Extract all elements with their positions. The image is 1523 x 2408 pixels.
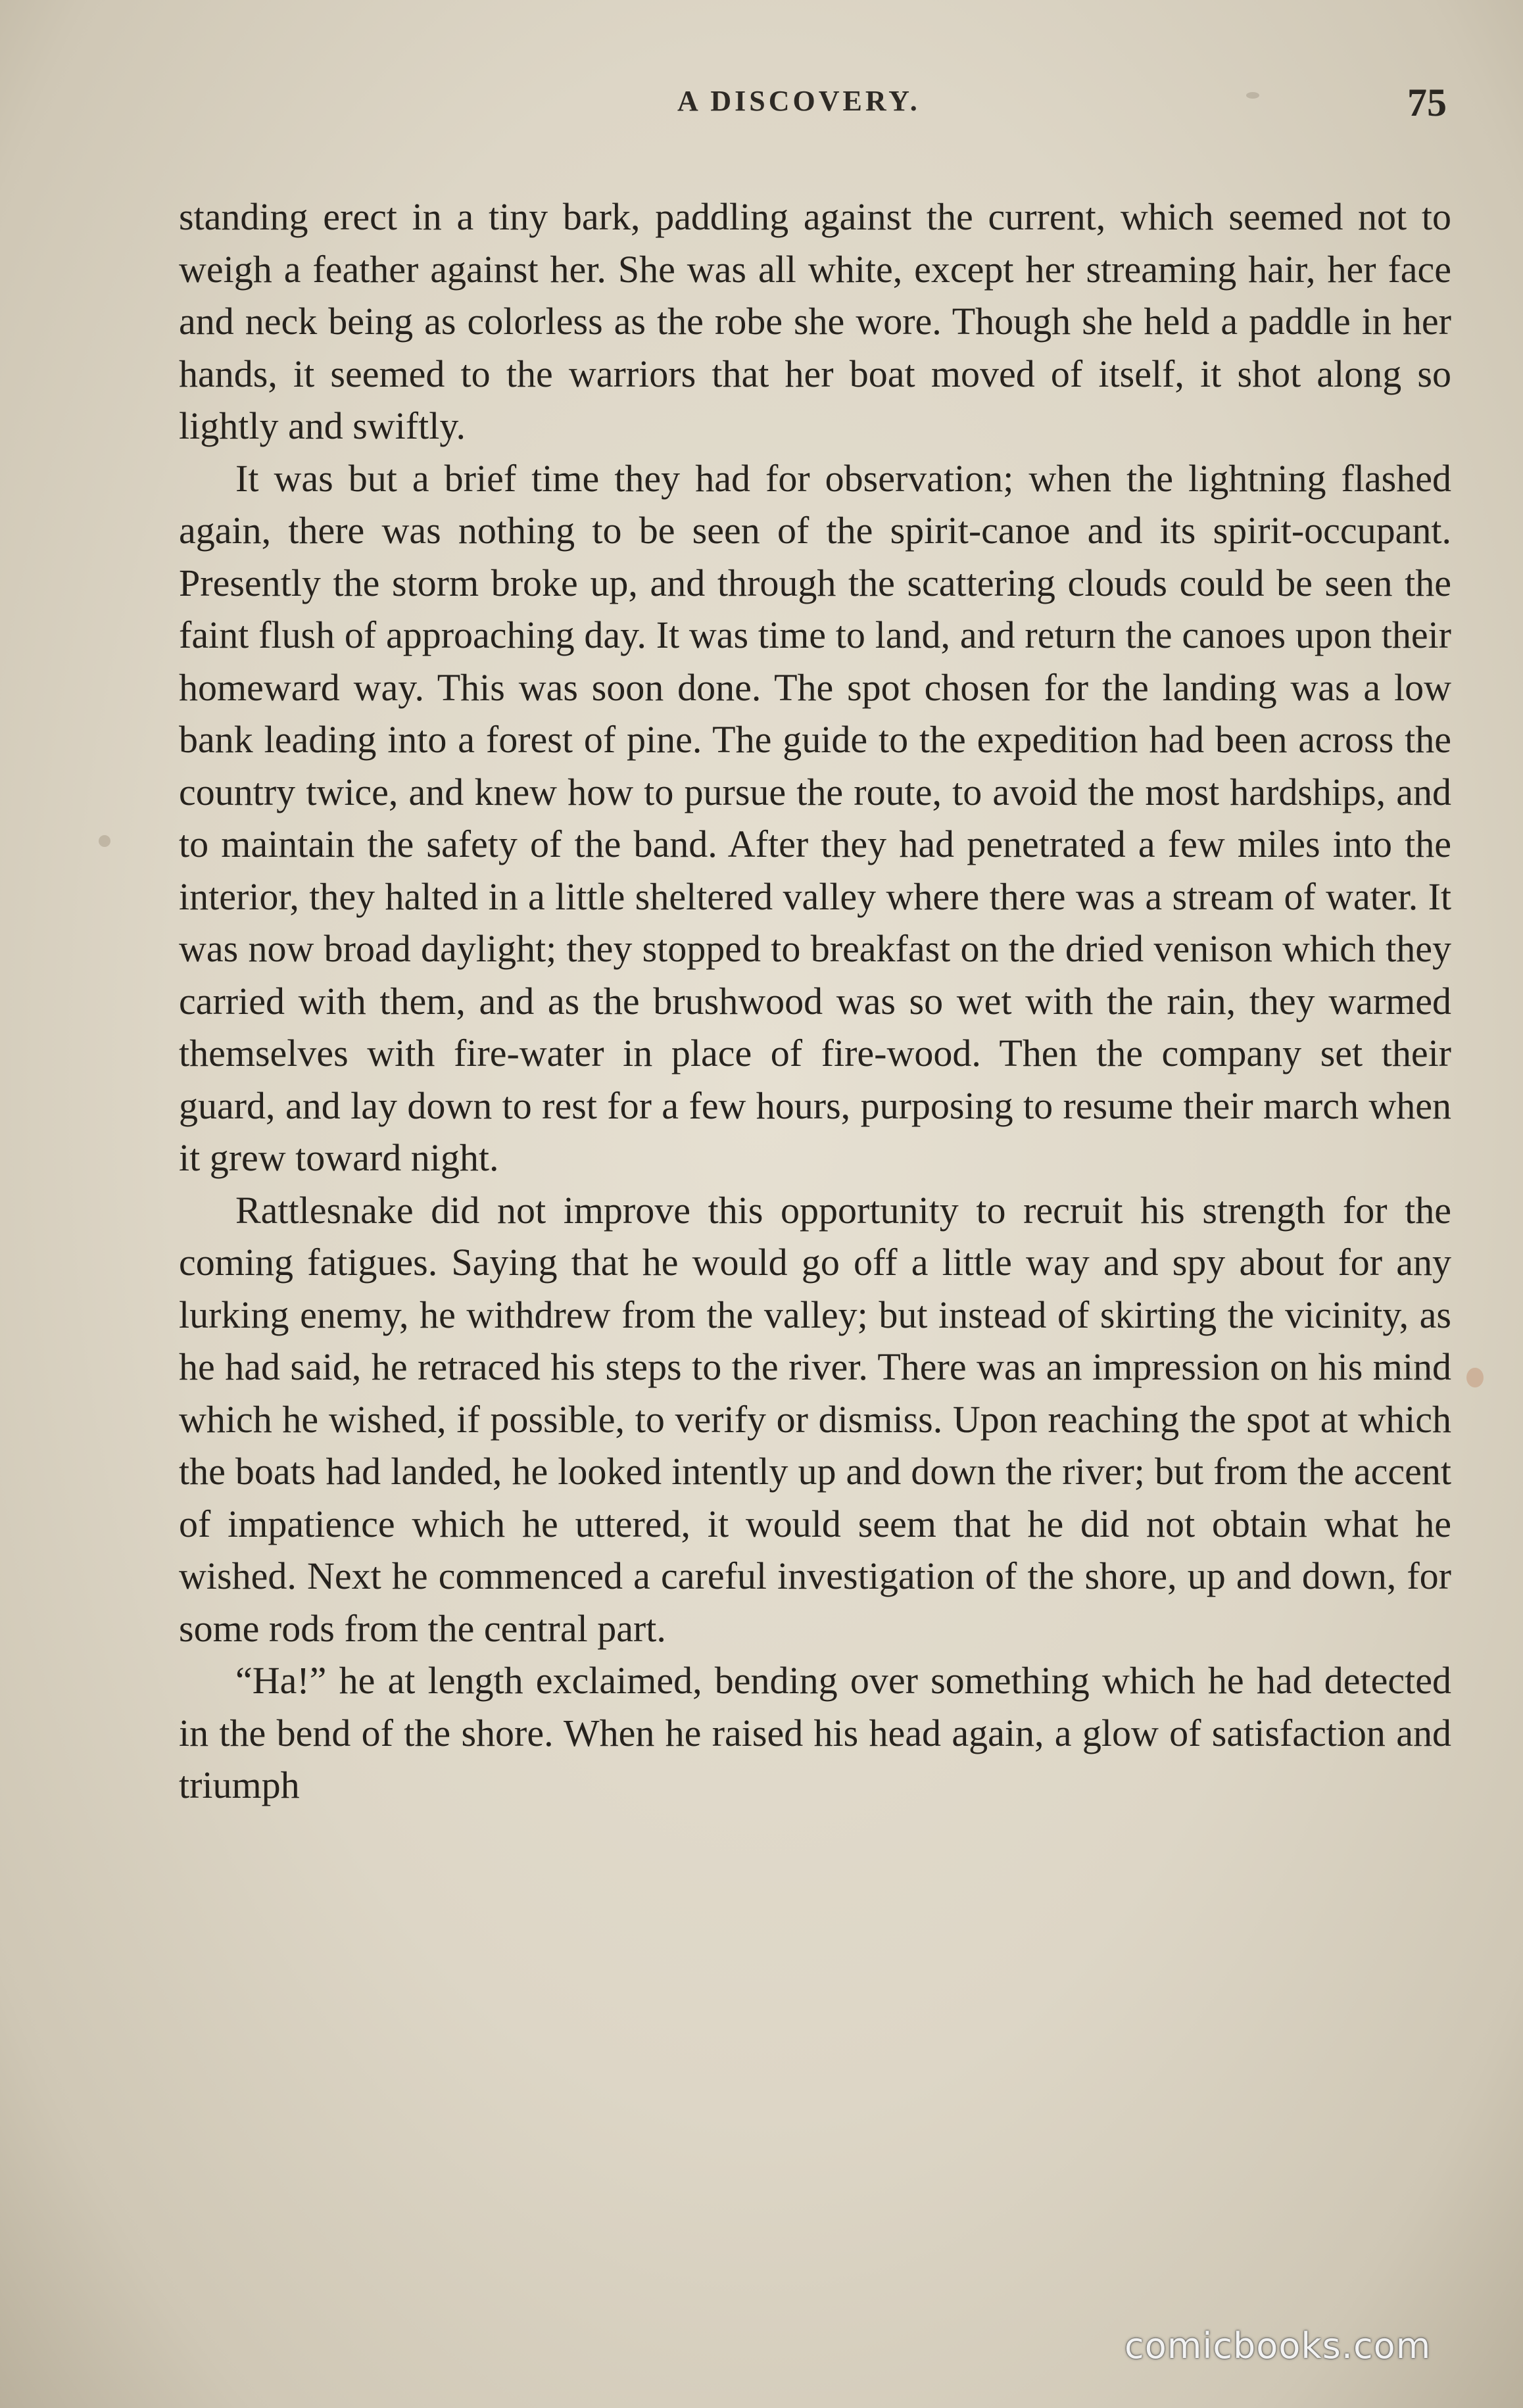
- page-number: 75: [1407, 81, 1447, 124]
- page-text: [179, 191, 1451, 1812]
- paragraph: “Ha!” he at length exclaimed, bending over something which he had detected in the bend of the shore. When he raised his head again, a glow of satisfaction and triumph: [179, 1659, 1451, 1806]
- paper-stain: [1466, 1368, 1484, 1387]
- paper-stain: [1246, 92, 1259, 99]
- paper-stain: [99, 835, 110, 847]
- running-head: A DISCOVERY.: [677, 85, 921, 117]
- watermark: comicbooks.com: [1124, 2325, 1432, 2367]
- paragraph: Rattlesnake did not improve this opportunity to recruit his strength for the coming fatigues. Saying that he would go off a little way and spy about for any lurking enemy, he withdrew from the valley; but instead of skirting the vicinity, as he had said, he retraced his steps to the river. There was an impression on his mind which he wished, if possible, to verify or dismiss. Upon reaching the spot at which the boats had landed, he looked intently up and down the river; but from the accent of impatience which he uttered, it would seem that he did not obtain what he wished. Next he commenced a careful investigation of the shore, up and down, for some rods from the central part.: [179, 1188, 1451, 1650]
- paragraph: standing erect in a tiny bark, paddling against the current, which seemed not to weigh a feather against her. She was all white, except her streaming hair, her face and neck being as colorless as the robe she wore. Though she held a paddle in her hands, it seemed to the warriors that her boat moved of itself, it shot along so lightly and swiftly.: [179, 195, 1451, 447]
- paragraph: It was but a brief time they had for observation; when the lightning flashed again, there was nothing to be seen of the spirit-canoe and its spirit-occupant. Presently the storm broke up, and through the scattering clouds could be seen the faint flush of approaching day. It was time to land, and return the canoes upon their homeward way. This was soon done. The spot chosen for the landing was a low bank leading into a forest of pine. The guide to the expedition had been across the country twice, and knew how to pursue the route, to avoid the most hardships, and to maintain the safety of the band. After they had penetrated a few miles into the interior, they halted in a little sheltered valley where there was a stream of water. It was now broad daylight; they stopped to breakfast on the dried venison which they carried with them, and as the brushwood was so wet with the rain, they warmed themselves with fire-water in place of fire-wood. Then the company set their guard, and lay down to rest for a few hours, purposing to resume their march when it grew toward night.: [179, 456, 1451, 1179]
